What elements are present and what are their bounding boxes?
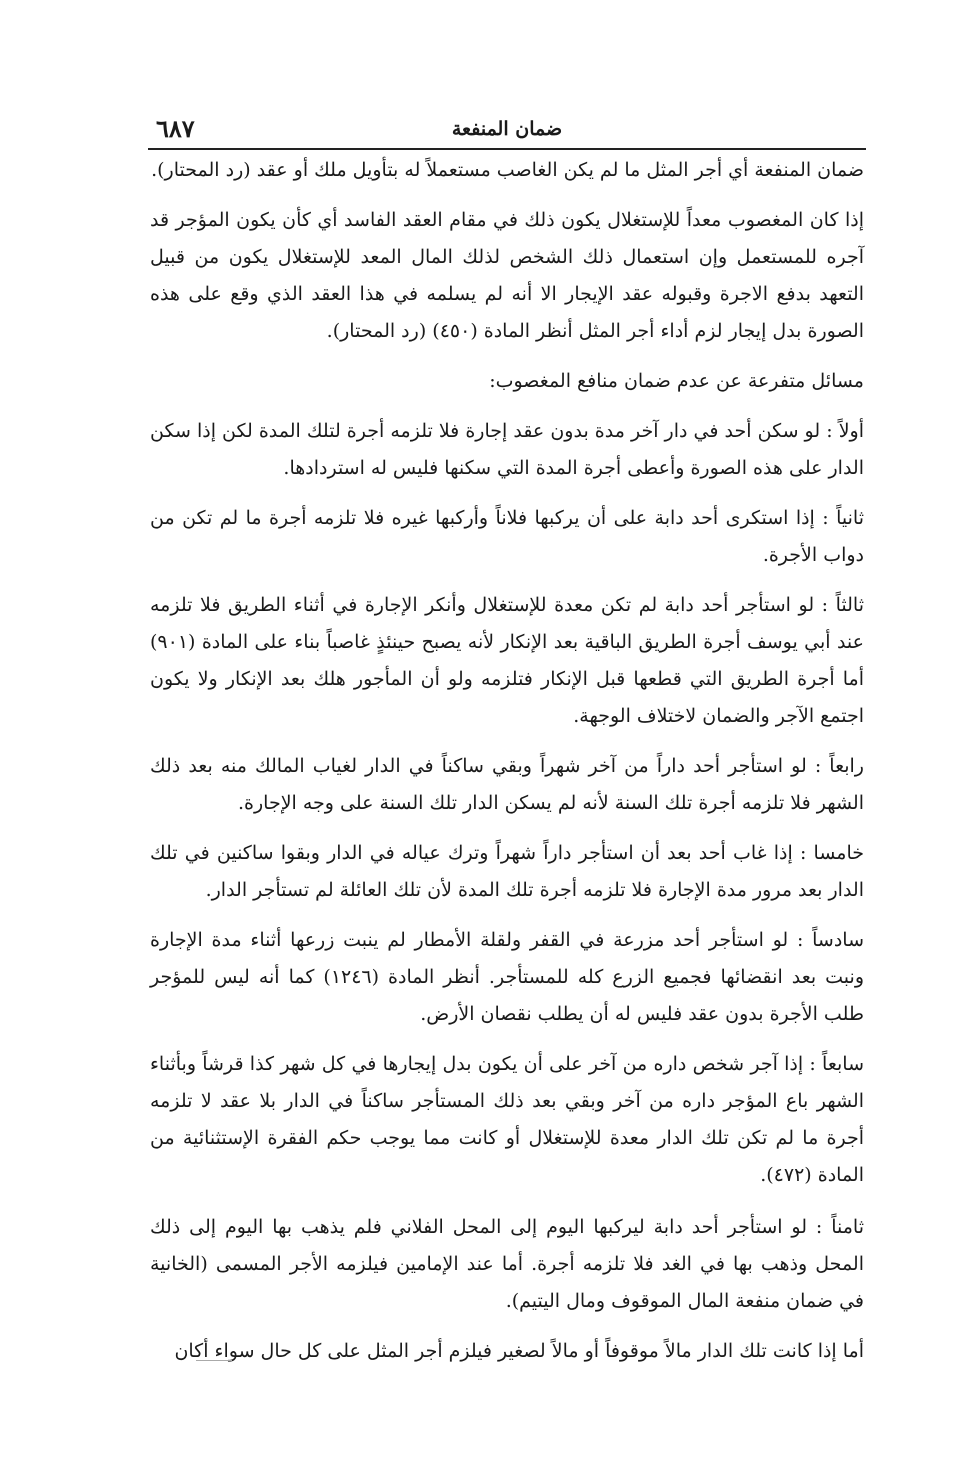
paragraph: ضمان المنفعة أي أجر المثل ما لم يكن الغاصب مستعملاً له بتأويل ملك أو عقد (رد المحتار). [151, 159, 864, 181]
paragraph: سادساً : لو استأجر أحد مزرعة في القفر ولقلة الأمطار لم ينبت زرعها أثناء مدة الإجارة ونبت بعد انقضائها فجميع الزرع كله للمستأجر. أنظر المادة (١٢٤٦) كما أنه ليس للمؤجر طلب الأجرة بدون عقد فليس له أن يطلب نقصان الأرض. [150, 929, 864, 1025]
paragraph: ثامناً : لو استأجر أحد دابة ليركبها اليوم إلى المحل الفلاني فلم يذهب بها اليوم إلى ذلك المحل وذهب بها في الغد فلا تلزمه أجرة. أما عند الإمامين فيلزمه الأجر المسمى (الخانية في ضمان منفعة المال الموقوف ومال اليتيم). [150, 1216, 864, 1312]
page-header [150, 112, 864, 146]
footer-mark [196, 1360, 232, 1361]
header-rule [148, 148, 866, 150]
paragraph-heading: مسائل متفرعة عن عدم ضمان منافع المغصوب: [489, 370, 864, 392]
body-text [150, 152, 864, 1383]
paragraph: سابعاً : إذا آجر شخص داره من آخر على أن يكون بدل إيجارها في كل شهر كذا قرشاً وبأثناء الشهر باع المؤجر داره من آخر وبقي بعد ذلك المستأجر ساكناً في الدار بلا عقد لا تلزمه أجرة ما لم تكن تلك الدار معدة للإستغلال أو كانت مما يوجب حكم الفقرة الإستثنائية من المادة (٤٧٢). [150, 1053, 864, 1186]
paragraph: خامسا : إذا غاب أحد بعد أن استأجر داراً شهراً وترك عياله في الدار وبقوا ساكنين في تلك الدار بعد مرور مدة الإجارة فلا تلزمه أجرة تلك المدة لأن تلك العائلة لم تستأجر الدار. [150, 842, 864, 901]
running-title: ضمان المنفعة [451, 118, 563, 140]
paragraph: ثانياً : إذا استكرى أحد دابة على أن يركبها فلاناً وأركبها غيره فلا تلزمه أجرة ما لم تكن من دواب الأجرة. [150, 507, 864, 566]
paragraph: أولاً : لو سكن أحد في دار آخر مدة بدون عقد إجارة فلا تلزمه أجرة لتلك المدة لكن إذا سكن الدار على هذه الصورة وأعطى أجرة المدة التي سكنها فليس له استردادها. [150, 420, 864, 479]
paragraph: إذا كان المغصوب معداً للإستغلال يكون ذلك في مقام العقد الفاسد أي كأن يكون المؤجر قد آجره للمستعمل وإن استعمال ذلك الشخص لذلك المال المعد للإستغلال يكون من قبيل التعهد بدفع الاجرة وقبوله عقد الإيجار الا أنه لم يسلمه في هذا العقد الذي وقع على هذه الصورة بدل إيجار لزم أداء أجر المثل أنظر المادة (٤٥٠) (رد المحتار). [150, 209, 864, 342]
paragraph: ثالثاً : لو استأجر أحد دابة لم تكن معدة للإستغلال وأنكر الإجارة في أثناء الطريق فلا تلزمه عند أبي يوسف أجرة الطريق الباقية بعد الإنكار لأنه يصبح حينئذٍ غاصباً بناء على المادة (٩٠١) أما أجرة الطريق التي قطعها قبل الإنكار فتلزمه ولو أن المأجور هلك بعد الإنكار ولا يكون اجتمع الآجر والضمان لاختلاف الوجهة. [150, 594, 864, 727]
page-number: ٦٨٧ [156, 114, 195, 143]
paragraph: أما إذا كانت تلك الدار مالاً موقوفاً أو مالاً لصغير فيلزم أجر المثل على كل حال سواء أكان [174, 1340, 864, 1362]
paragraph: رابعاً : لو استأجر أحد داراً من آخر شهراً وبقي ساكناً في الدار لغياب المالك منه بعد ذلك الشهر فلا تلزمه أجرة تلك السنة لأنه لم يسكن الدار تلك السنة على وجه الإجارة. [150, 755, 864, 814]
